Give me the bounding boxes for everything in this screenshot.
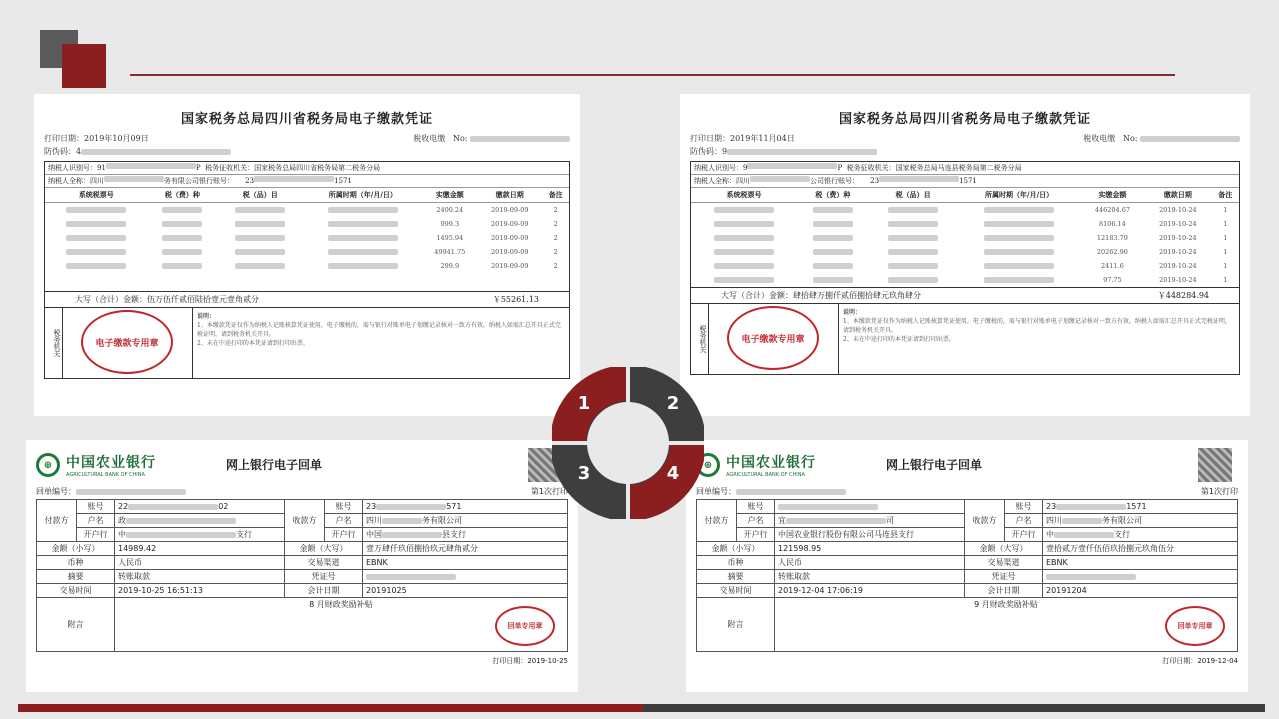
table-row: 12183.79 2019-10-24 1 [691,231,1239,245]
tax-office: 国家税务总局马连县税务局第二税务分局 [895,164,1022,172]
table-row: 8106.14 2019-10-24 1 [691,217,1239,231]
print-count: 第1次打印 [530,487,568,496]
amount-small: 14989.42 [115,542,285,556]
amount-big: 壹拾贰万壹仟伍佰玖拾捌元玖角伍分 [1043,542,1238,556]
tax-seal: 电子缴款专用章 [81,310,173,374]
tax-total-row: 大写（合计）金额：肆拾肆万捌仟贰佰捌拾肆元玖角肆分 ￥448284.94 [691,287,1239,304]
tax-table-frame: 纳税人识别号： 91 P 税务征收机关： 国家税务总局四川省税务局第二税务分局 纳税人全称： 四川 务有限公司 银行账号： 23 1571 系统税票号 税（费）种 税（品）目 所属时期（年/月/日） 实缴金额 缴款日期 备注 2400.24 2019-09-09 2 999.3 2019-09-09 2 1495.94 2019-09-09 2 49941.75 2019-09-09 2 299.9 2019-09-09 2 大写（合计）金额：伍万伍仟贰佰陆拾壹元壹角贰分 ￥55261.13 税务机关 电子缴款专用章 说明： 1、本缴款凭证仅作为纳税人记账核算凭证使用，电子缴税的，需与银行对账单电子划缴记录核对一致方有效。纳税人如需汇总开具正式完税证明，请到税务机关开具。 2、未在中途打印的本凭证请到打印出票。 [44,161,570,379]
footer-bar-red [18,704,643,712]
tax-table-frame: 纳税人识别号： 9 P 税务征收机关： 国家税务总局马连县税务局第二税务分局 纳税人全称： 四川 公司 银行账号： 23 1571 系统税票号 税（费）种 税（品）目 所属时期（年/月/日） 实缴金额 缴款日期 备注 446204.67 2019-10-24 1 8106.14 2019-10-24 1 12183.79 2019-10-24 1 20262.90 2019-10-24 1 2411.6 2019-10-24 1 97.75 2019-10-24 1 大写（合计）金额：肆拾肆万捌仟贰佰捌拾肆元玖角肆分 ￥448284.94 税务机关 电子缴款专用章 说明： 1、本缴款凭证仅作为纳税人记账核算凭证使用，电子缴税的，需与银行对账单电子划缴记录核对一致方有效。纳税人如需汇总开具正式完税证明，请到税务机关开具。 2、未在中途打印的本凭证请到打印出票。 [690,161,1240,375]
tax-receipt-1: 国家税务总局四川省税务局电子缴款凭证 打印日期：2019年10月09日 税收电缴 No: 防伪码：4 纳税人识别号： 91 P 税务征收机关： 国家税务总局四川省税务局第二税务分局 纳税人全称： 四川 务有限公司 银行账号： 23 1571 系统税票号 税（费）种 税（品）目 所属时期（年/月/日） 实缴金额 缴款日期 备注 2400.24 2019-09-09 2 999.3 2019-09-09 2 1495.94 2019-09-09 2 49941.75 2019-09-09 2 299.9 2019-09-09 2 大写（合计）金额：伍万伍仟贰佰陆拾壹元壹角贰分 ￥55261.13 税务机关 电子缴款专用章 说明： 1、本缴款凭证仅作为纳税人记账核算凭证使用，电子缴税的，需与银行对账单电子划缴记录核对一致方有效。纳税人如需汇总开具正式完税证明，请到税务机关开具。 2、未在中途打印的本凭证请到打印出票。 [34,94,580,416]
bank-details-table: 付款方 账号 22 02 收款方 账号 23 571 户名 政 户名 四川 务有限公司 开户行 中 支行 开户行 中国 县支行 金额（小写） 14989.42 金额（大写） 壹万肆仟玖佰捌拾玖元肆角贰分 币种 人民币 交易渠道 EBNK 摘要 转账取款 凭证号 交易时间 2019-10-25 16:51:13 会计日期 20191025 附言 8 月财政奖励补贴 回单专用章 [36,499,568,652]
bank-details-table: 付款方 账号 收款方 账号 23 1571 户名 宜 司 户名 四川 务有限公司 开户行 中国农业银行股份有限公司马连县支行 开户行 中 支行 金额（小写） 121598.95 金额（大写） 壹拾贰万壹仟伍佰玖拾捌元玖角伍分 币种 人民币 交易渠道 EBNK 摘要 转账取款 凭证号 交易时间 2019-12-04 17:06:19 会计日期 20191204 附言 9 月财政奖励补贴 回单专用章 [696,499,1238,652]
tax-authority-label: 税务机关 [691,304,709,374]
table-row: 299.9 2019-09-09 2 [45,259,569,273]
bank-seal: 回单专用章 [1165,606,1225,646]
postscript: 9 月财政奖励补贴 [974,600,1038,609]
tax-notes: 说明： 1、本缴款凭证仅作为纳税人记账核算凭证使用，电子缴税的，需与银行对账单电子划缴记录核对一致方有效。纳税人如需汇总开具正式完税证明，请到税务机关开具。 2、未在中途打印的本凭证请到打印出票。 [843,309,1231,343]
bank-name: 中国农业银行 [726,455,816,471]
step-label-1: 1 [577,393,591,414]
table-row: 446204.67 2019-10-24 1 [691,203,1239,218]
tax-office: 国家税务总局四川省税务局第二税务分局 [254,164,381,172]
table-row: 1495.94 2019-09-09 2 [45,231,569,245]
bank-name: 中国农业银行 [66,455,156,471]
qr-code-icon [1198,448,1232,482]
bank-receipt-title: 网上银行电子回单 [226,458,323,472]
step-label-4: 4 [666,463,680,484]
table-row: 2400.24 2019-09-09 2 [45,203,569,218]
abc-logo-icon: ⊕ [696,453,720,477]
tax-seal: 电子缴款专用章 [727,306,819,370]
channel: 税收电缴 [413,134,446,143]
table-row: 20262.90 2019-10-24 1 [691,245,1239,259]
footer-bar-dark [643,704,1265,712]
channel: 税收电缴 [1083,134,1116,143]
tax-total-value: ￥448284.94 [1157,291,1209,300]
redacted [470,136,570,142]
table-row: 97.75 2019-10-24 1 [691,273,1239,287]
title-divider [130,74,1175,76]
tax-receipt-title: 国家税务总局四川省税务局电子缴款凭证 [838,112,1091,127]
transaction-time: 2019-10-25 16:51:13 [115,584,285,598]
step-wheel-graphic [552,367,704,519]
table-row: 2411.6 2019-10-24 1 [691,259,1239,273]
amount-small: 121598.95 [775,542,965,556]
step-label-3: 3 [577,463,591,484]
redacted [727,149,877,155]
redacted [1140,136,1240,142]
printed-date: 2019-12-04 [1197,657,1238,665]
abc-logo-icon: ⊕ [36,453,60,477]
table-row: 49941.75 2019-09-09 2 [45,245,569,259]
bank-receipt-2: ⊕ 中国农业银行 AGRICULTURAL BANK OF CHINA 网上银行电子回单 回单编号： 第1次打印 付款方 账号 收款方 账号 23 1571 户名 宜 司 户名 四川 务有限公司 开户行 中国农业银行股份有限公司马连县支行 开户行 中 支行 金额（小写） 121598.95 金额（大写） 壹拾贰万壹仟伍佰玖拾捌元玖角伍分 币种 人民币 交易渠道 EBNK 摘要 转账取款 凭证号 交易时间 2019-12-04 17:06:19 会计日期 20191204 附言 9 月财政奖励补贴 回单专用章 打印日期：2019-12-04 [686,440,1248,692]
tax-items-table: 系统税票号 税（费）种 税（品）目 所属时期（年/月/日） 实缴金额 缴款日期 备注 446204.67 2019-10-24 1 8106.14 2019-10-24 1 12183.79 2019-10-24 1 20262.90 2019-10-24 1 2411.6 2019-10-24 1 97.75 2019-10-24 1 [691,188,1239,287]
tax-total-value: ￥55261.13 [492,295,539,304]
print-date: 2019年11月04日 [730,134,795,143]
table-row: 999.3 2019-09-09 2 [45,217,569,231]
amount-big: 壹万肆仟玖佰捌拾玖元肆角贰分 [363,542,568,556]
bank-receipt-1: ⊕ 中国农业银行 AGRICULTURAL BANK OF CHINA 网上银行电子回单 回单编号： 第1次打印 付款方 账号 22 02 收款方 账号 23 571 户名 政 户名 四川 务有限公司 开户行 中 支行 开户行 中国 县支行 金额（小写） 14989.42 金额（大写） 壹万肆仟玖佰捌拾玖元肆角贰分 币种 人民币 交易渠道 EBNK 摘要 转账取款 凭证号 交易时间 2019-10-25 16:51:13 会计日期 20191025 附言 8 月财政奖励补贴 回单专用章 打印日期：2019-10-25 [26,440,578,692]
redacted [81,149,231,155]
tax-items-table: 系统税票号 税（费）种 税（品）目 所属时期（年/月/日） 实缴金额 缴款日期 备注 2400.24 2019-09-09 2 999.3 2019-09-09 2 1495.94 2019-09-09 2 49941.75 2019-09-09 2 299.9 2019-09-09 2 [45,188,569,291]
bank-receipt-title: 网上银行电子回单 [886,458,983,472]
postscript: 8 月财政奖励补贴 [309,600,373,609]
step-wheel [552,367,704,519]
tax-receipt-title: 国家税务总局四川省税务局电子缴款凭证 [180,112,433,127]
transaction-time: 2019-12-04 17:06:19 [775,584,965,598]
tax-total-row: 大写（合计）金额：伍万伍仟贰佰陆拾壹元壹角贰分 ￥55261.13 [45,291,569,308]
wheel-center [588,403,668,483]
bank-seal: 回单专用章 [495,606,555,646]
tax-authority-label: 税务机关 [45,308,63,378]
printed-date: 2019-10-25 [527,657,568,665]
decor-square-red [62,44,106,88]
tax-notes: 说明： 1、本缴款凭证仅作为纳税人记账核算凭证使用，电子缴税的，需与银行对账单电子划缴记录核对一致方有效。纳税人如需汇总开具正式完税证明，请到税务机关开具。 2、未在中途打印的本凭证请到打印出票。 [197,313,561,347]
print-date: 2019年10月09日 [84,134,149,143]
tax-receipt-2: 国家税务总局四川省税务局电子缴款凭证 打印日期：2019年11月04日 税收电缴 No: 防伪码：9 纳税人识别号： 9 P 税务征收机关： 国家税务总局马连县税务局第二税务分局 纳税人全称： 四川 公司 银行账号： 23 1571 系统税票号 税（费）种 税（品）目 所属时期（年/月/日） 实缴金额 缴款日期 备注 446204.67 2019-10-24 1 8106.14 2019-10-24 1 12183.79 2019-10-24 1 20262.90 2019-10-24 1 2411.6 2019-10-24 1 97.75 2019-10-24 1 大写（合计）金额：肆拾肆万捌仟贰佰捌拾肆元玖角肆分 ￥448284.94 税务机关 电子缴款专用章 说明： 1、本缴款凭证仅作为纳税人记账核算凭证使用，电子缴税的，需与银行对账单电子划缴记录核对一致方有效。纳税人如需汇总开具正式完税证明，请到税务机关开具。 2、未在中途打印的本凭证请到打印出票。 [680,94,1250,416]
step-label-2: 2 [666,393,680,414]
print-count: 第1次打印 [1200,487,1238,496]
